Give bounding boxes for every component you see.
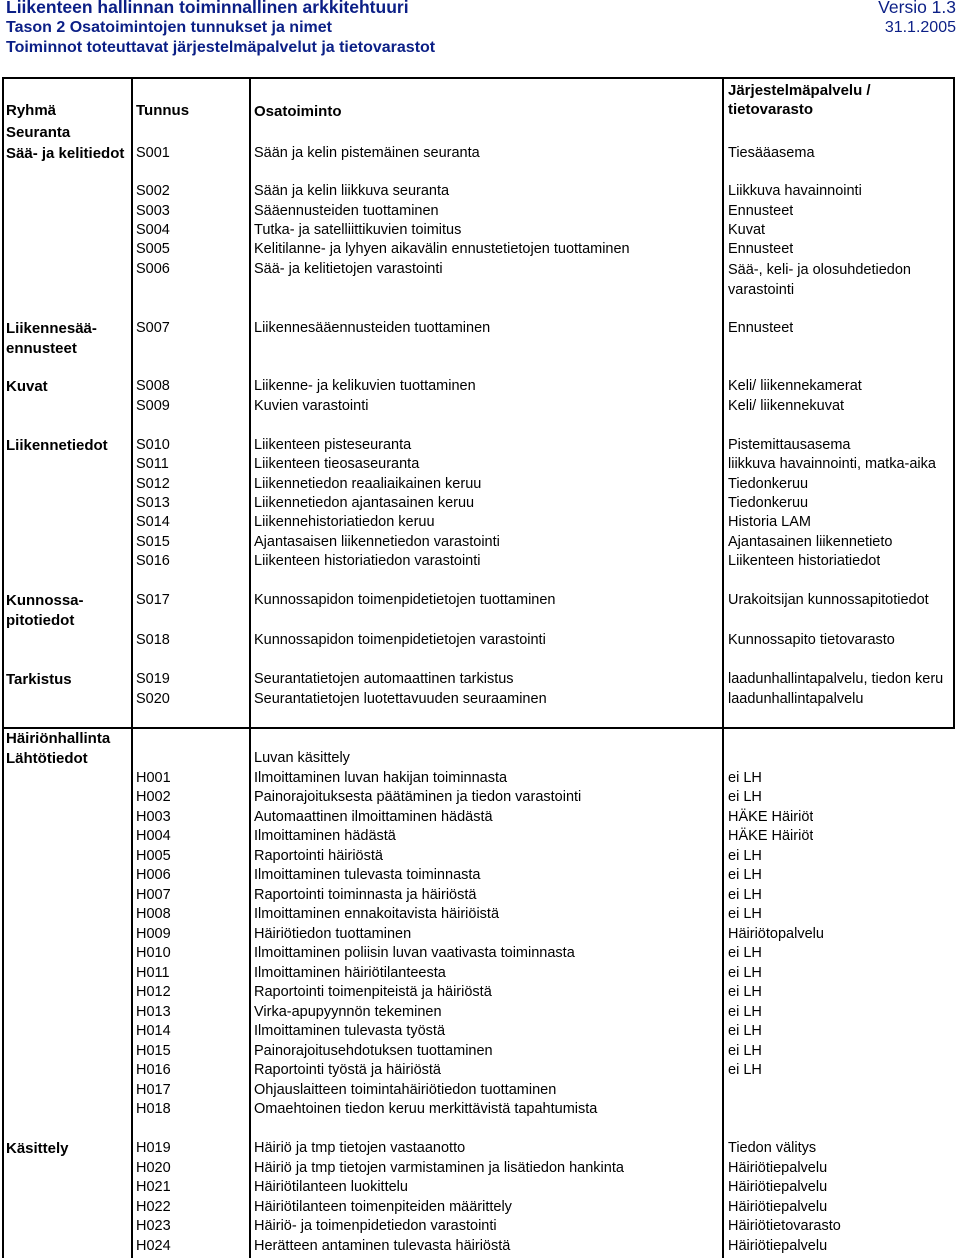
row-function: Ilmoittaminen hädästä bbox=[254, 828, 396, 844]
row-function: Painorajoitusehdotuksen tuottaminen bbox=[254, 1043, 493, 1059]
row-function: Painorajoituksesta päätäminen ja tiedon varastointi bbox=[254, 789, 582, 805]
row-service: ei LH bbox=[728, 848, 762, 864]
row-service: Kunnossapito tietovarasto bbox=[728, 632, 895, 648]
page-title: Liikenteen hallinnan toiminnallinen arkkitehtuuri bbox=[6, 0, 409, 17]
row-function: Raportointi työstä ja häiriöstä bbox=[254, 1062, 441, 1078]
row-service: Liikenteen historiatiedot bbox=[728, 553, 881, 569]
row-function: Raportointi toimenpiteistä ja häiriöstä bbox=[254, 984, 492, 1000]
row-service: ei LH bbox=[728, 1004, 762, 1020]
row-service: laadunhallintapalvelu, tiedon keru bbox=[728, 671, 944, 687]
row-code: H021 bbox=[136, 1179, 171, 1195]
row-function: Liikennesääennusteiden tuottaminen bbox=[254, 320, 491, 336]
row-code: H012 bbox=[136, 984, 171, 1000]
row-code: H009 bbox=[136, 926, 171, 942]
row-function: Liikennetiedon reaaliaikainen keruu bbox=[254, 476, 482, 492]
column-divider-code bbox=[131, 77, 133, 1258]
row-code: H001 bbox=[136, 770, 171, 786]
row-function: Liikenteen historiatiedon varastointi bbox=[254, 553, 481, 569]
row-service: Urakoitsijan kunnossapitotiedot bbox=[728, 592, 929, 608]
row-code: S014 bbox=[136, 514, 170, 530]
table-left-border bbox=[2, 77, 4, 1258]
row-code: S007 bbox=[136, 320, 170, 336]
row-service: ei LH bbox=[728, 770, 762, 786]
row-code: H005 bbox=[136, 848, 171, 864]
row-function: Seurantatietojen automaattinen tarkistus bbox=[254, 671, 514, 687]
row-code: S018 bbox=[136, 632, 170, 648]
row-code: S008 bbox=[136, 378, 170, 394]
row-service: Ennusteet bbox=[728, 203, 794, 219]
row-function: Kunnossapidon toimenpidetietojen tuottaminen bbox=[254, 592, 556, 608]
row-function: Sää- ja kelitietojen varastointi bbox=[254, 261, 443, 277]
row-code: S019 bbox=[136, 671, 170, 687]
row-function: Raportointi toiminnasta ja häiriöstä bbox=[254, 887, 477, 903]
row-code: H020 bbox=[136, 1160, 171, 1176]
row-service: HÄKE Häiriöt bbox=[728, 828, 814, 844]
row-code: S001 bbox=[136, 145, 170, 161]
row-service: ei LH bbox=[728, 1062, 762, 1078]
row-code: S017 bbox=[136, 592, 170, 608]
column-divider-service bbox=[722, 77, 724, 1258]
row-code: S002 bbox=[136, 183, 170, 199]
row-function: Ilmoittaminen tulevasta työstä bbox=[254, 1023, 446, 1039]
row-code: S012 bbox=[136, 476, 170, 492]
row-code: H014 bbox=[136, 1023, 171, 1039]
row-service: Historia LAM bbox=[728, 514, 811, 530]
row-service: Häiriötiepalvelu bbox=[728, 1179, 828, 1195]
row-group: Käsittely bbox=[6, 1140, 69, 1157]
row-code: H006 bbox=[136, 867, 171, 883]
page-subtitle-2: Toiminnot toteuttavat järjestelmäpalvelut ja tietovarastot bbox=[6, 39, 436, 56]
row-code: S010 bbox=[136, 437, 170, 453]
row-function: Tutka- ja satelliittikuvien toimitus bbox=[254, 222, 462, 238]
row-service: Tiedonkeruu bbox=[728, 495, 809, 511]
column-header-service bbox=[728, 81, 871, 119]
table-top-border bbox=[2, 77, 955, 79]
row-service: ei LH bbox=[728, 789, 762, 805]
row-code: H004 bbox=[136, 828, 171, 844]
row-code: S006 bbox=[136, 261, 170, 277]
row-service: Häiriötopalvelu bbox=[728, 926, 824, 942]
row-service: laadunhallintapalvelu bbox=[728, 691, 864, 707]
row-function: Sään ja kelin liikkuva seuranta bbox=[254, 183, 450, 199]
column-divider-function bbox=[249, 77, 251, 1258]
row-function: Ilmoittaminen häiriötilanteesta bbox=[254, 965, 446, 981]
section-label-seuranta: Seuranta bbox=[6, 124, 71, 141]
row-group: Liikennesää- ennusteet bbox=[6, 320, 97, 357]
row-function: Kunnossapidon toimenpidetietojen varastointi bbox=[254, 632, 546, 648]
row-function: Häiriö- ja toimenpidetiedon varastointi bbox=[254, 1218, 497, 1234]
row-group: Sää- ja kelitiedot bbox=[6, 145, 125, 162]
row-service: ei LH bbox=[728, 906, 762, 922]
row-function: Häiriö ja tmp tietojen varmistaminen ja lisätiedon hankinta bbox=[254, 1160, 624, 1176]
row-service: Häiriötiepalvelu bbox=[728, 1238, 828, 1254]
row-code: S016 bbox=[136, 553, 170, 569]
row-service: Tiesääasema bbox=[728, 145, 815, 161]
row-service: Tiedonkeruu bbox=[728, 476, 809, 492]
page-subtitle: Tason 2 Osatoimintojen tunnukset ja nimet bbox=[6, 19, 332, 36]
row-code: S005 bbox=[136, 241, 170, 257]
row-code: S003 bbox=[136, 203, 170, 219]
row-code: H018 bbox=[136, 1101, 171, 1117]
row-service: ei LH bbox=[728, 867, 762, 883]
row-service: Häiriötietovarasto bbox=[728, 1218, 841, 1234]
section-label-hairionhallinta: Häiriönhallinta bbox=[6, 730, 111, 747]
row-function: Ajantasaisen liikennetiedon varastointi bbox=[254, 534, 500, 550]
row-service: ei LH bbox=[728, 984, 762, 1000]
row-code: H016 bbox=[136, 1062, 171, 1078]
version-label: Versio 1.3 bbox=[878, 0, 956, 17]
row-service: ei LH bbox=[728, 887, 762, 903]
row-code: H010 bbox=[136, 945, 171, 961]
row-code: S015 bbox=[136, 534, 170, 550]
row-function: Häiriö ja tmp tietojen vastaanotto bbox=[254, 1140, 466, 1156]
row-service: Ennusteet bbox=[728, 320, 794, 336]
column-header-code: Tunnus bbox=[136, 102, 190, 119]
row-function: Häiriötilanteen luokittelu bbox=[254, 1179, 408, 1195]
row-code: H003 bbox=[136, 809, 171, 825]
row-code: H022 bbox=[136, 1199, 171, 1215]
row-function: Liikenne- ja kelikuvien tuottaminen bbox=[254, 378, 476, 394]
row-function: Luvan käsittely bbox=[254, 750, 350, 766]
row-function: Liikenteen tieosaseuranta bbox=[254, 456, 420, 472]
row-service: Pistemittausasema bbox=[728, 437, 851, 453]
row-code: H007 bbox=[136, 887, 171, 903]
row-service: Tiedon välitys bbox=[728, 1140, 817, 1156]
row-code: S009 bbox=[136, 398, 170, 414]
row-code: S020 bbox=[136, 691, 170, 707]
row-service: ei LH bbox=[728, 1023, 762, 1039]
row-service: liikkuva havainnointi, matka-aika bbox=[728, 456, 936, 472]
row-code: H024 bbox=[136, 1238, 171, 1254]
row-code: H013 bbox=[136, 1004, 171, 1020]
row-function: Ilmoittaminen luvan hakijan toiminnasta bbox=[254, 770, 508, 786]
row-function: Sääennusteiden tuottaminen bbox=[254, 203, 439, 219]
row-function: Kuvien varastointi bbox=[254, 398, 369, 414]
row-service: Keli/ liikennekamerat bbox=[728, 378, 862, 394]
column-header-service-line1: Järjestelmäpalvelu / bbox=[728, 82, 871, 99]
row-function: Ilmoittaminen poliisin luvan vaativasta toiminnasta bbox=[254, 945, 575, 961]
row-function: Automaattinen ilmoittaminen hädästä bbox=[254, 809, 493, 825]
column-header-group: Ryhmä bbox=[6, 102, 57, 119]
row-service: Keli/ liikennekuvat bbox=[728, 398, 845, 414]
section-divider bbox=[2, 727, 955, 729]
row-function: Liikennetiedon ajantasainen keruu bbox=[254, 495, 475, 511]
row-service: Liikkuva havainnointi bbox=[728, 183, 862, 199]
row-function: Sään ja kelin pistemäinen seuranta bbox=[254, 145, 480, 161]
row-service: Häiriötiepalvelu bbox=[728, 1199, 828, 1215]
row-service: Ajantasainen liikennetieto bbox=[728, 534, 893, 550]
row-code: S013 bbox=[136, 495, 170, 511]
row-function: Ohjauslaitteen toimintahäiriötiedon tuottaminen bbox=[254, 1082, 557, 1098]
row-service: ei LH bbox=[728, 945, 762, 961]
row-function: Herätteen antaminen tulevasta häiriöstä bbox=[254, 1238, 511, 1254]
row-service: Kuvat bbox=[728, 222, 766, 238]
row-code: H019 bbox=[136, 1140, 171, 1156]
row-function: Ilmoittaminen ennakoitavista häiriöistä bbox=[254, 906, 500, 922]
date-label: 31.1.2005 bbox=[884, 19, 956, 36]
row-function: Liikennehistoriatiedon keruu bbox=[254, 514, 435, 530]
row-function: Omaehtoinen tiedon keruu merkittävistä tapahtumista bbox=[254, 1101, 598, 1117]
row-code: H015 bbox=[136, 1043, 171, 1059]
row-code: H008 bbox=[136, 906, 171, 922]
column-header-service-line2: tietovarasto bbox=[728, 101, 814, 118]
row-function: Ilmoittaminen tulevasta toiminnasta bbox=[254, 867, 481, 883]
row-service: ei LH bbox=[728, 965, 762, 981]
row-group: Liikennetiedot bbox=[6, 437, 108, 454]
row-code: S011 bbox=[136, 456, 169, 472]
row-code: H017 bbox=[136, 1082, 171, 1098]
row-service: ei LH bbox=[728, 1043, 762, 1059]
row-function: Virka-apupyynnön tekeminen bbox=[254, 1004, 442, 1020]
table-right-border bbox=[953, 77, 955, 727]
row-code: H023 bbox=[136, 1218, 171, 1234]
row-service: HÄKE Häiriöt bbox=[728, 809, 814, 825]
row-function: Häiriötiedon tuottaminen bbox=[254, 926, 412, 942]
column-header-function: Osatoiminto bbox=[254, 103, 342, 120]
row-group: Tarkistus bbox=[6, 671, 72, 688]
row-group: Lähtötiedot bbox=[6, 750, 88, 767]
row-code: H002 bbox=[136, 789, 171, 805]
row-function: Kelitilanne- ja lyhyen aikavälin ennustetietojen tuottaminen bbox=[254, 241, 630, 257]
row-service: Sää-, keli- ja olosuhdetiedon varastointi bbox=[728, 262, 911, 298]
row-code: H011 bbox=[136, 965, 170, 981]
row-service: Ennusteet bbox=[728, 241, 794, 257]
row-code: S004 bbox=[136, 222, 170, 238]
row-function: Liikenteen pisteseuranta bbox=[254, 437, 412, 453]
row-group: Kunnossa- pitotiedot bbox=[6, 592, 84, 629]
row-function: Seurantatietojen luotettavuuden seuraaminen bbox=[254, 691, 547, 707]
row-function: Häiriötilanteen toimenpiteiden määrittely bbox=[254, 1199, 512, 1215]
row-service: Häiriötiepalvelu bbox=[728, 1160, 828, 1176]
row-group: Kuvat bbox=[6, 378, 48, 395]
row-function: Raportointi häiriöstä bbox=[254, 848, 383, 864]
